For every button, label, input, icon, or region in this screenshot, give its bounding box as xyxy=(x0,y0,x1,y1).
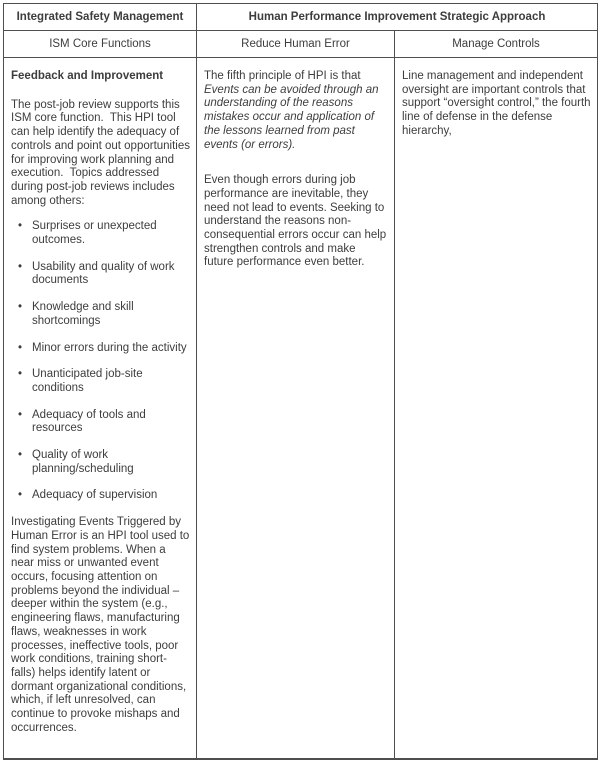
cell-manage-controls xyxy=(395,58,598,760)
fifth-principle-italic: Events can be avoided through an understanding of the reasons mistakes occur and application of the lessons learned from past events (or errors). xyxy=(204,83,382,151)
fifth-principle-prefix: The fifth principle of HPI is that xyxy=(204,70,364,82)
list-item xyxy=(11,449,190,476)
cell-reduce-human-error xyxy=(197,58,395,760)
bullet-icon: • xyxy=(18,368,23,381)
subheader-ism-core-functions: ISM Core Functions xyxy=(4,31,197,58)
list-item xyxy=(11,220,190,247)
bullet-icon: • xyxy=(18,341,23,354)
header-integrated-safety-management: Integrated Safety Management xyxy=(4,4,197,31)
list-item-label: Usability and quality of work documents xyxy=(32,260,178,287)
list-item-label: Surprises or unexpected outcomes. xyxy=(32,220,160,247)
subheader-row xyxy=(4,31,598,58)
list-item-label: Knowledge and skill shortcomings xyxy=(32,301,137,327)
bullet-icon: • xyxy=(18,260,23,273)
bullet-icon: • xyxy=(18,449,23,462)
list-item-label: Quality of work planning/scheduling xyxy=(32,449,134,475)
cell-ism-core-functions xyxy=(4,58,197,760)
bullet-icon: • xyxy=(18,408,23,421)
bullet-icon: • xyxy=(18,220,23,233)
list-item-label: Unanticipated job-site conditions xyxy=(32,368,146,394)
ism-hpi-comparison-table xyxy=(3,3,598,760)
errors-inevitable-paragraph: Even though errors during job performance are inevitable, they need not lead to events. Seeking to understand the reasons non-consequential errors occur can help strengthen controls and make future performance even better. xyxy=(204,174,390,269)
bullet-icon: • xyxy=(18,489,23,502)
list-item xyxy=(11,301,190,328)
header-hpi-strategic-approach: Human Performance Improvement Strategic Approach xyxy=(197,4,598,31)
feedback-improvement-heading: Feedback and Improvement xyxy=(11,70,164,82)
investigating-events-paragraph: Investigating Events Triggered by Human Error is an HPI tool used to find system problems. When a near miss or unwanted event occurs, focusing attention on problems beyond the individual – deeper within the system (e.g., engineering flaws, manufacturing flaws, weaknesses in work processes, ineffective tools, poor work conditions, training short-falls) helps identify latent or dormant organizational conditions, which, if left unresolved, can continue to provoke mishaps and occurrences. xyxy=(11,516,193,734)
list-item-label: Adequacy of tools and resources xyxy=(32,408,150,435)
list-item xyxy=(11,342,190,356)
bullet-icon: • xyxy=(18,301,23,314)
list-item xyxy=(11,261,190,288)
post-job-review-paragraph: The post-job review supports this ISM core function. This HPI tool can help identify the adequacy of controls and point out opportunities for improving work planning and execution. Topics addressed during post-job reviews includes among others: xyxy=(11,98,194,207)
list-item xyxy=(11,368,190,395)
fifth-principle-paragraph xyxy=(204,70,388,152)
line-management-paragraph: Line management and independent oversight are important controls that support “oversight control,” the fourth line of defense in the defense hierarchy, xyxy=(402,70,594,137)
header-row xyxy=(4,4,598,31)
list-item-label: Minor errors during the activity xyxy=(32,341,187,354)
list-item xyxy=(11,489,190,503)
content-row xyxy=(4,58,598,760)
list-item-label: Adequacy of supervision xyxy=(32,489,158,502)
post-job-topics-list xyxy=(11,220,190,503)
subheader-reduce-human-error: Reduce Human Error xyxy=(197,31,395,58)
list-item xyxy=(11,409,190,436)
subheader-manage-controls: Manage Controls xyxy=(395,31,598,58)
